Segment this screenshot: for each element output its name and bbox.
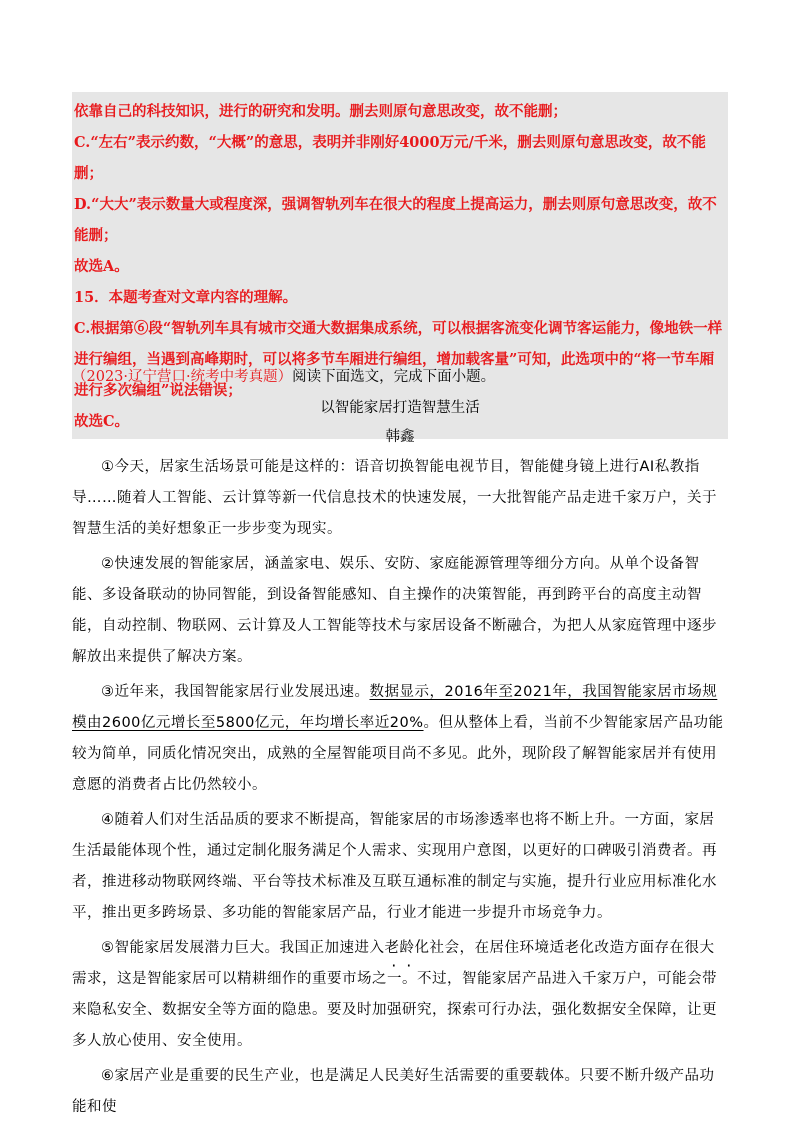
paragraph-3 <box>72 677 728 801</box>
paragraph-5 <box>72 933 728 1057</box>
article-title: 以智能家居打造智慧生活 <box>320 400 480 416</box>
underlined-sentence: 数据显示，2016年至2021年，我国智能家居市场规模由2600亿元增长至5800亿元，年均增长率近20% <box>72 684 718 731</box>
paragraph-3-lead: ③近年来，我国智能家居行业发展迅速。 <box>101 684 370 700</box>
source-instruction: 阅读下面选文，完成下面小题。 <box>292 369 496 385</box>
article-author: 韩鑫 <box>385 429 415 445</box>
paragraph-4: ④随着人们对生活品质的要求不断提高，智能家居的市场渗透率也将不断上升。一方面，家居生活最能体现个性，通过定制化服务满足个人需求、实现用户意图，以更好的口碑吸引消费者。再者，推进移动物联网终端、平台等技术标准及互联互通标准的制定与实施，提升行业应用标准化水平，推出更多跨场景、多功能的智能家居产品，行业才能进一步提升市场竞争力。 <box>72 812 717 921</box>
paragraph-2: ②快速发展的智能家居，涵盖家电、娱乐、安防、家庭能源管理等细分方向。从单个设备智能、多设备联动的协同智能，到设备智能感知、自主操作的决策智能，再到跨平台的高度主动智能，自动控制、物联网、云计算及人工智能等技术与家居设备不断融合，为把人从家庭管理中逐步解放出来提供了解决方案。 <box>72 556 717 665</box>
article-body <box>72 452 728 1127</box>
question-source <box>72 363 728 391</box>
answer-line: C.“左右”表示约数，“大概”的意思，表明并非刚好4000万元/千米，删去则原句意思改变，故不能删； <box>74 134 706 182</box>
paragraph-5-rest: 。不过，智能家居产品进入千家万户，可能会带来隐私安全、数据安全等方面的隐患。要及时加强研究，探索可行办法，强化数据安全保障，让更多人放心使用、安全使用。 <box>72 971 717 1049</box>
answer-line: 故选A。 <box>74 258 129 275</box>
answer-line: 依靠自己的科技知识，进行的研究和发明。删去则原句意思改变，故不能删； <box>74 103 567 120</box>
answer-line: C.根据第⑥段“智轨列车具有城市交通大数据集成系统，可以根据客流变化调节客运能力，像地铁一样进行编组，当遇到高峰期时，可以将多节车厢进行编组，增加载客量”可知，此选项中的“将一节车厢进行多次编组”说法错误； <box>74 320 723 399</box>
paragraph-1: ①今天，居家生活场景可能是这样的：语音切换智能电视节目，智能健身镜上进行AI私教指导……随着人工智能、云计算等新一代信息技术的快速发展，一大批智能产品走进千家万户，关于智慧生活的美好想象正一步步变为现实。 <box>72 459 717 537</box>
paragraph-5-lead: ⑤智能家居发展潜力巨大。我国正加速进入老龄化社会，在居住环境适老化改造方面存在很大需求，这是智能家居可以精耕细作的重要市场 <box>72 940 715 987</box>
answer-line: 15．本题考查对文章内容的理解。 <box>74 289 298 306</box>
source-tag: （2023·辽宁营口·统考中考真题） <box>72 369 293 385</box>
emphasis-dot-char: 一 <box>387 971 402 987</box>
answer-line: D.“大大”表示数量大或程度深，强调智轨列车在很大的程度上提高运力，删去则原句意思改变，故不能删； <box>74 196 717 244</box>
answer-line: 故选C。 <box>74 413 130 430</box>
emphasis-dot-char: 之 <box>372 971 387 987</box>
paragraph-6: ⑥家居产业是重要的民生产业，也是满足人民美好生活需要的重要载体。只要不断升级产品功能和使 <box>72 1068 715 1115</box>
paragraph-3-rest: 。但从整体上看，当前不少智能家居产品功能较为简单，同质化情况突出，成熟的全屋智能项目尚不多见。此外，现阶段了解智能家居并有使用意愿的消费者占比仍然较小。 <box>72 715 724 793</box>
